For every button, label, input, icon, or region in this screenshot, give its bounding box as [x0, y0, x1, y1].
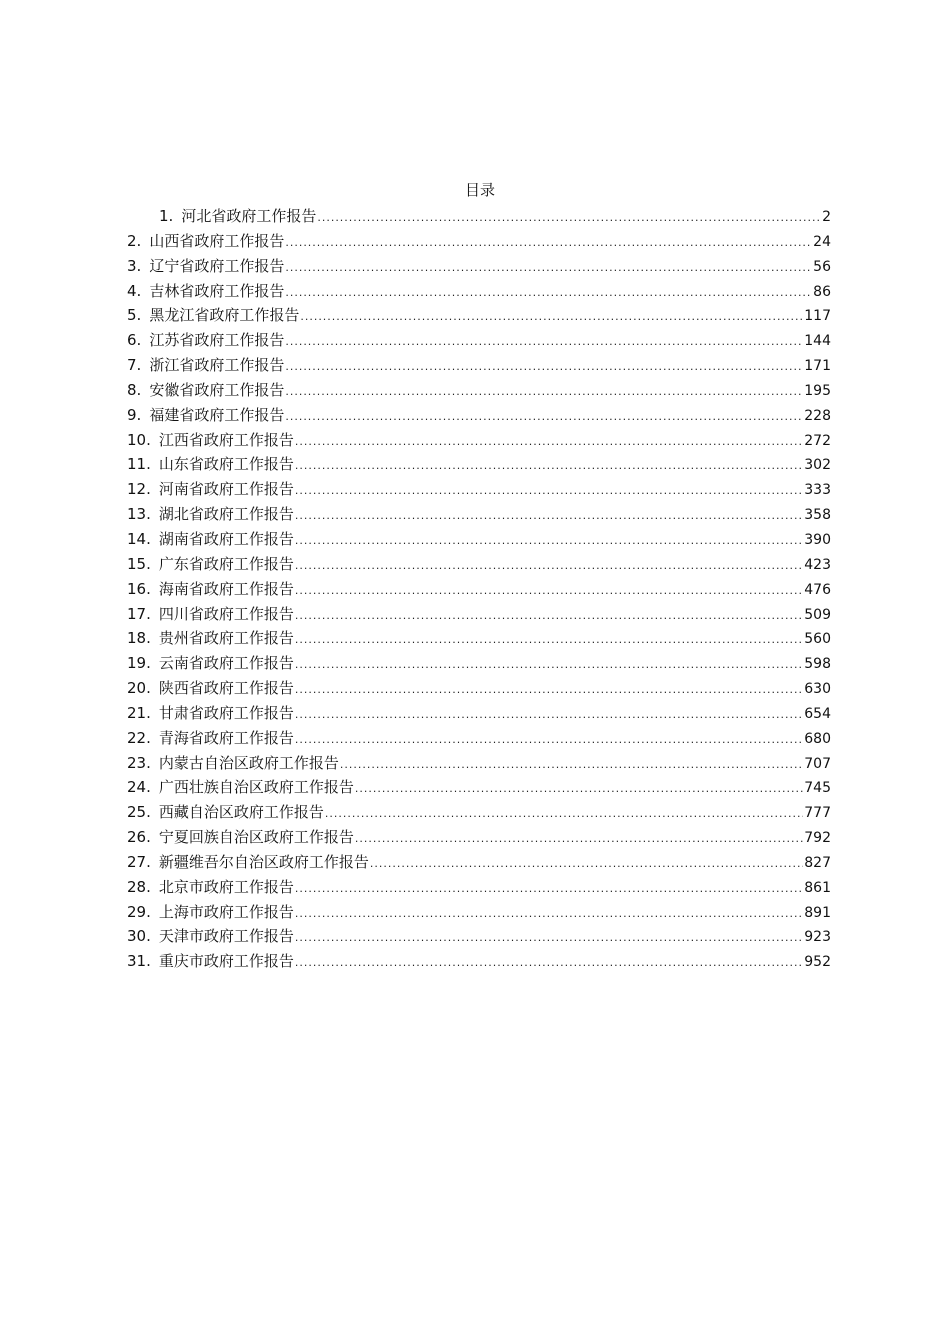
toc-entry-title: 西藏自治区政府工作报告 [158, 803, 324, 822]
toc-entry-title: 山东省政府工作报告 [158, 455, 294, 474]
toc-entry[interactable] [127, 229, 831, 254]
toc-entry-number: 10. [127, 430, 151, 449]
toc-dot-leader [300, 305, 803, 330]
toc-entry-page: 861 [804, 879, 831, 896]
toc-entry-page: 476 [804, 581, 831, 598]
toc-entry[interactable] [127, 204, 831, 229]
toc-entry-number: 7. [127, 356, 142, 375]
toc-entry[interactable] [127, 303, 831, 328]
toc-entry-page: 792 [804, 830, 831, 847]
toc-list [127, 204, 831, 974]
toc-entry-title: 江苏省政府工作报告 [149, 331, 285, 350]
toc-entry[interactable] [127, 900, 831, 925]
toc-entry-page: 171 [804, 358, 831, 375]
toc-entry[interactable] [127, 701, 831, 726]
toc-entry[interactable] [127, 775, 831, 800]
toc-entry-page: 56 [813, 258, 831, 275]
toc-dot-leader [295, 604, 803, 629]
toc-entry-title: 上海市政府工作报告 [158, 902, 294, 921]
toc-dot-leader [295, 678, 803, 703]
toc-entry-number: 9. [127, 405, 142, 424]
toc-entry-title: 广东省政府工作报告 [158, 554, 294, 573]
toc-entry[interactable] [127, 924, 831, 949]
toc-entry-page: 630 [804, 681, 831, 698]
toc-dot-leader [295, 703, 803, 728]
toc-entry-page: 509 [804, 606, 831, 623]
toc-dot-leader [325, 802, 803, 827]
toc-entry-number: 23. [127, 753, 151, 772]
toc-dot-leader [295, 504, 803, 529]
toc-entry[interactable] [127, 403, 831, 428]
toc-dot-leader [285, 281, 812, 306]
toc-dot-leader [295, 926, 803, 951]
toc-entry[interactable] [127, 726, 831, 751]
toc-dot-leader [355, 777, 803, 802]
toc-entry-page: 680 [804, 730, 831, 747]
toc-entry[interactable] [127, 651, 831, 676]
toc-entry[interactable] [127, 328, 831, 353]
toc-entry-page: 777 [804, 805, 831, 822]
toc-entry-page: 390 [804, 531, 831, 548]
toc-entry-title: 江西省政府工作报告 [158, 430, 294, 449]
toc-entry-number: 25. [127, 803, 151, 822]
toc-entry-title: 湖南省政府工作报告 [158, 529, 294, 548]
toc-entry-title: 黑龙江省政府工作报告 [149, 306, 300, 325]
toc-entry-page: 358 [804, 507, 831, 524]
toc-entry-number: 12. [127, 480, 151, 499]
toc-entry-page: 86 [813, 283, 831, 300]
toc-dot-leader [295, 479, 803, 504]
toc-dot-leader [285, 231, 812, 256]
toc-entry[interactable] [127, 552, 831, 577]
toc-entry-number: 31. [127, 952, 151, 971]
toc-entry[interactable] [127, 502, 831, 527]
toc-entry-title: 四川省政府工作报告 [158, 604, 294, 623]
toc-entry[interactable] [127, 378, 831, 403]
toc-dot-leader [295, 454, 803, 479]
toc-entry-title: 陕西省政府工作报告 [158, 679, 294, 698]
toc-dot-leader [285, 405, 803, 430]
toc-entry[interactable] [127, 949, 831, 974]
toc-entry[interactable] [127, 279, 831, 304]
toc-entry-title: 青海省政府工作报告 [158, 728, 294, 747]
toc-dot-leader [295, 579, 803, 604]
toc-entry-number: 30. [127, 927, 151, 946]
toc-entry-number: 28. [127, 877, 151, 896]
toc-entry-page: 891 [804, 904, 831, 921]
toc-entry-title: 甘肃省政府工作报告 [158, 703, 294, 722]
toc-entry-number: 1. [159, 207, 174, 225]
toc-dot-leader [295, 554, 803, 579]
toc-entry-page: 2 [822, 209, 831, 225]
toc-entry-page: 560 [804, 631, 831, 648]
toc-entry[interactable] [127, 477, 831, 502]
toc-entry[interactable] [127, 850, 831, 875]
toc-entry-title: 广西壮族自治区政府工作报告 [158, 778, 354, 797]
toc-entry-title: 河北省政府工作报告 [181, 207, 317, 225]
toc-entry-page: 827 [804, 854, 831, 871]
toc-dot-leader [285, 256, 812, 281]
toc-entry-number: 24. [127, 778, 151, 797]
toc-entry-number: 16. [127, 579, 151, 598]
toc-entry-page: 302 [804, 457, 831, 474]
toc-dot-leader [285, 330, 803, 355]
toc-entry-title: 北京市政府工作报告 [158, 877, 294, 896]
toc-entry-page: 228 [804, 407, 831, 424]
toc-entry-title: 内蒙古自治区政府工作报告 [158, 753, 339, 772]
toc-entry[interactable] [127, 751, 831, 776]
toc-entry-number: 15. [127, 554, 151, 573]
toc-entry-number: 21. [127, 703, 151, 722]
toc-entry-number: 29. [127, 902, 151, 921]
toc-dot-leader [295, 430, 803, 455]
toc-entry-title: 河南省政府工作报告 [158, 480, 294, 499]
toc-entry-title: 山西省政府工作报告 [149, 231, 285, 250]
toc-entry-title: 新疆维吾尔自治区政府工作报告 [158, 852, 369, 871]
toc-entry-number: 6. [127, 331, 142, 350]
toc-entry-page: 117 [804, 308, 831, 325]
toc-entry-number: 17. [127, 604, 151, 623]
toc-entry[interactable] [127, 577, 831, 602]
toc-dot-leader [317, 206, 821, 231]
toc-dot-leader [295, 628, 803, 653]
toc-dot-leader [295, 653, 803, 678]
toc-entry-page: 333 [804, 482, 831, 499]
toc-entry[interactable] [127, 353, 831, 378]
toc-entry[interactable] [127, 602, 831, 627]
toc-entry-title: 云南省政府工作报告 [158, 654, 294, 673]
toc-entry-page: 144 [804, 333, 831, 350]
toc-entry[interactable] [127, 254, 831, 279]
toc-entry-number: 20. [127, 679, 151, 698]
toc-dot-leader [295, 529, 803, 554]
toc-entry-number: 5. [127, 306, 142, 325]
toc-entry-number: 27. [127, 852, 151, 871]
toc-entry[interactable] [127, 800, 831, 825]
toc-dot-leader [285, 380, 803, 405]
toc-entry-title: 贵州省政府工作报告 [158, 629, 294, 648]
toc-entry-page: 195 [804, 382, 831, 399]
toc-entry-number: 18. [127, 629, 151, 648]
toc-entry[interactable] [127, 428, 831, 453]
toc-entry-number: 22. [127, 728, 151, 747]
toc-entry-page: 24 [813, 233, 831, 250]
toc-entry[interactable] [127, 825, 831, 850]
toc-dot-leader [355, 827, 803, 852]
toc-entry-page: 952 [804, 954, 831, 971]
toc-entry[interactable] [127, 875, 831, 900]
toc-dot-leader [370, 852, 803, 877]
toc-entry-page: 654 [804, 705, 831, 722]
toc-dot-leader [295, 728, 803, 753]
toc-dot-leader [340, 753, 803, 778]
toc-entry-number: 14. [127, 529, 151, 548]
toc-entry-number: 11. [127, 455, 151, 474]
toc-title: 目录 [464, 181, 495, 199]
toc-entry[interactable] [127, 676, 831, 701]
toc-entry-title: 天津市政府工作报告 [158, 927, 294, 946]
toc-entry-page: 423 [804, 556, 831, 573]
toc-entry-number: 4. [127, 281, 142, 300]
toc-dot-leader [295, 877, 803, 902]
toc-entry-number: 3. [127, 256, 142, 275]
toc-entry-title: 安徽省政府工作报告 [149, 380, 285, 399]
toc-entry[interactable] [127, 527, 831, 552]
toc-entry-title: 福建省政府工作报告 [149, 405, 285, 424]
toc-entry-number: 2. [127, 231, 142, 250]
toc-entry-page: 707 [804, 755, 831, 772]
toc-entry-page: 923 [804, 929, 831, 946]
toc-entry-number: 19. [127, 654, 151, 673]
toc-entry-page: 745 [804, 780, 831, 797]
toc-dot-leader [295, 902, 803, 927]
toc-entry-number: 13. [127, 505, 151, 524]
toc-entry-page: 272 [804, 432, 831, 449]
toc-entry-title: 海南省政府工作报告 [158, 579, 294, 598]
toc-entry-number: 26. [127, 828, 151, 847]
toc-entry-title: 湖北省政府工作报告 [158, 505, 294, 524]
toc-dot-leader [285, 355, 803, 380]
toc-entry[interactable] [127, 626, 831, 651]
toc-entry-title: 宁夏回族自治区政府工作报告 [158, 828, 354, 847]
toc-entry-page: 598 [804, 656, 831, 673]
toc-entry-title: 吉林省政府工作报告 [149, 281, 285, 300]
toc-entry-title: 辽宁省政府工作报告 [149, 256, 285, 275]
toc-entry-number: 8. [127, 380, 142, 399]
toc-dot-leader [295, 951, 803, 976]
toc-entry-title: 重庆市政府工作报告 [158, 952, 294, 971]
toc-entry[interactable] [127, 452, 831, 477]
toc-entry-title: 浙江省政府工作报告 [149, 356, 285, 375]
